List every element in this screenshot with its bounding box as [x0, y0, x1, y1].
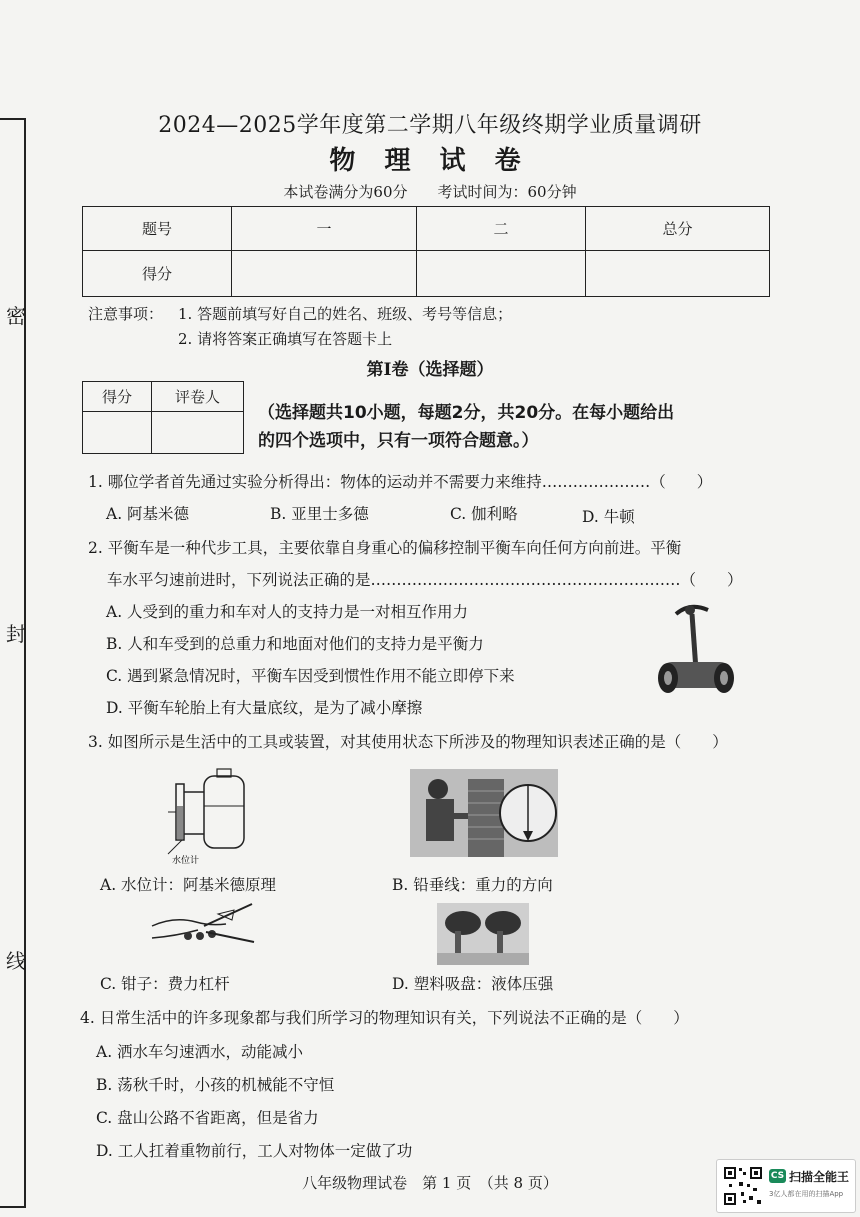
- section-intro-line: （选择题共10小题，每题2分，共20分。在每小题给出: [258, 403, 675, 423]
- pliers-image: [148, 896, 258, 958]
- exam-title: 2024—2025学年度第二学期八年级终期学业质量调研: [158, 113, 702, 138]
- subject-title: 物 理 试 卷: [329, 146, 531, 176]
- question-1-option-d: D. 牛顿: [582, 508, 635, 526]
- question-3-option-a: A. 水位计：阿基米德原理: [100, 876, 277, 894]
- water-gauge-label: 水位计: [172, 856, 200, 866]
- grader-cell: [152, 412, 244, 454]
- question-2-stem-line2: 车水平匀速前进时，下列说法正确的是……………………………………………………（ ）: [107, 571, 743, 589]
- qr-code-icon: [723, 1166, 763, 1206]
- binding-line: [0, 118, 26, 1208]
- score-table-row-label: 得分: [83, 251, 232, 297]
- grader-cell: [83, 412, 152, 454]
- question-4-option-b: B. 荡秋千时，小孩的机械能不守恒: [96, 1076, 335, 1094]
- question-2-option-a: A. 人受到的重力和车对人的支持力是一对相互作用力: [106, 603, 469, 621]
- suction-cup-image: [437, 903, 529, 965]
- question-4-option-c: C. 盘山公路不省距离，但是省力: [96, 1109, 319, 1127]
- question-2-stem: 2. 平衡车是一种代步工具，主要依靠自身重心的偏移控制平衡车向任何方向前进。平衡: [88, 539, 682, 557]
- question-3-stem: 3. 如图所示是生活中的工具或装置，对其使用状态下所涉及的物理知识表述正确的是（ ）: [88, 733, 728, 751]
- question-1-stem: 1. 哪位学者首先通过实验分析得出：物体的运动并不需要力来维持…………………（ ）: [88, 473, 713, 491]
- question-3-option-b: B. 铅垂线：重力的方向: [392, 876, 553, 894]
- question-1-option-b: B. 亚里士多德: [270, 505, 369, 523]
- score-table-header-part1: 一: [232, 207, 417, 251]
- plumb-line-image: [410, 769, 558, 857]
- binding-mark-xian: 线: [6, 949, 26, 973]
- section-title: 第Ⅰ卷（选择题）: [366, 360, 494, 380]
- score-table-header-label: 题号: [83, 207, 232, 251]
- question-3-option-c: C. 钳子：费力杠杆: [100, 975, 230, 993]
- grader-name-label: 评卷人: [152, 382, 244, 412]
- question-4-option-d: D. 工人扛着重物前行，工人对物体一定做了功: [96, 1142, 413, 1160]
- section-intro-line: 的四个选项中，只有一项符合题意。）: [258, 431, 539, 451]
- score-table-header-total: 总分: [586, 207, 770, 251]
- score-cell: [417, 251, 586, 297]
- question-3-option-d: D. 塑料吸盘：液体压强: [392, 975, 554, 993]
- question-1-option-c: C. 伽利略: [450, 505, 518, 523]
- page-footer: 八年级物理试卷 第 1 页 （共 8 页）: [302, 1174, 558, 1192]
- balance-scooter-image: [652, 600, 738, 704]
- score-cell: [232, 251, 417, 297]
- question-2-option-c: C. 遇到紧急情况时，平衡车因受到惯性作用不能立即停下来: [106, 667, 515, 685]
- question-2-option-b: B. 人和车受到的总重力和地面对他们的支持力是平衡力: [106, 635, 484, 653]
- question-1-option-a: A. 阿基米德: [106, 505, 190, 523]
- question-4-option-a: A. 洒水车匀速洒水，动能减小: [96, 1043, 304, 1061]
- watermark-subtitle: 3亿人都在用的扫描App: [769, 1190, 844, 1198]
- score-cell: [586, 251, 770, 297]
- score-table: [82, 206, 770, 297]
- note-item: 1. 答题前填写好自己的姓名、班级、考号等信息；: [178, 305, 513, 323]
- section-intro: [258, 399, 778, 455]
- binding-mark-mi: 密: [6, 304, 26, 328]
- question-2-option-d: D. 平衡车轮胎上有大量底纹，是为了减小摩擦: [106, 699, 423, 717]
- notes-label: 注意事项：: [88, 305, 164, 323]
- score-table-header-part2: 二: [417, 207, 586, 251]
- water-gauge-image: [162, 766, 262, 866]
- scanner-watermark: [716, 1159, 856, 1213]
- binding-mark-feng: 封: [6, 622, 26, 646]
- note-item: 2. 请将答案正确填写在答题卡上: [178, 330, 393, 348]
- exam-info: 本试卷满分为60分 考试时间为：60分钟: [283, 183, 577, 201]
- camscanner-logo-icon: CS: [770, 1171, 785, 1181]
- grader-box: [82, 381, 244, 454]
- grader-score-label: 得分: [83, 382, 152, 412]
- question-4-stem: 4. 日常生活中的许多现象都与我们所学习的物理知识有关，下列说法不正确的是（ ）: [80, 1009, 689, 1027]
- watermark-title: 扫描全能王: [789, 1170, 850, 1184]
